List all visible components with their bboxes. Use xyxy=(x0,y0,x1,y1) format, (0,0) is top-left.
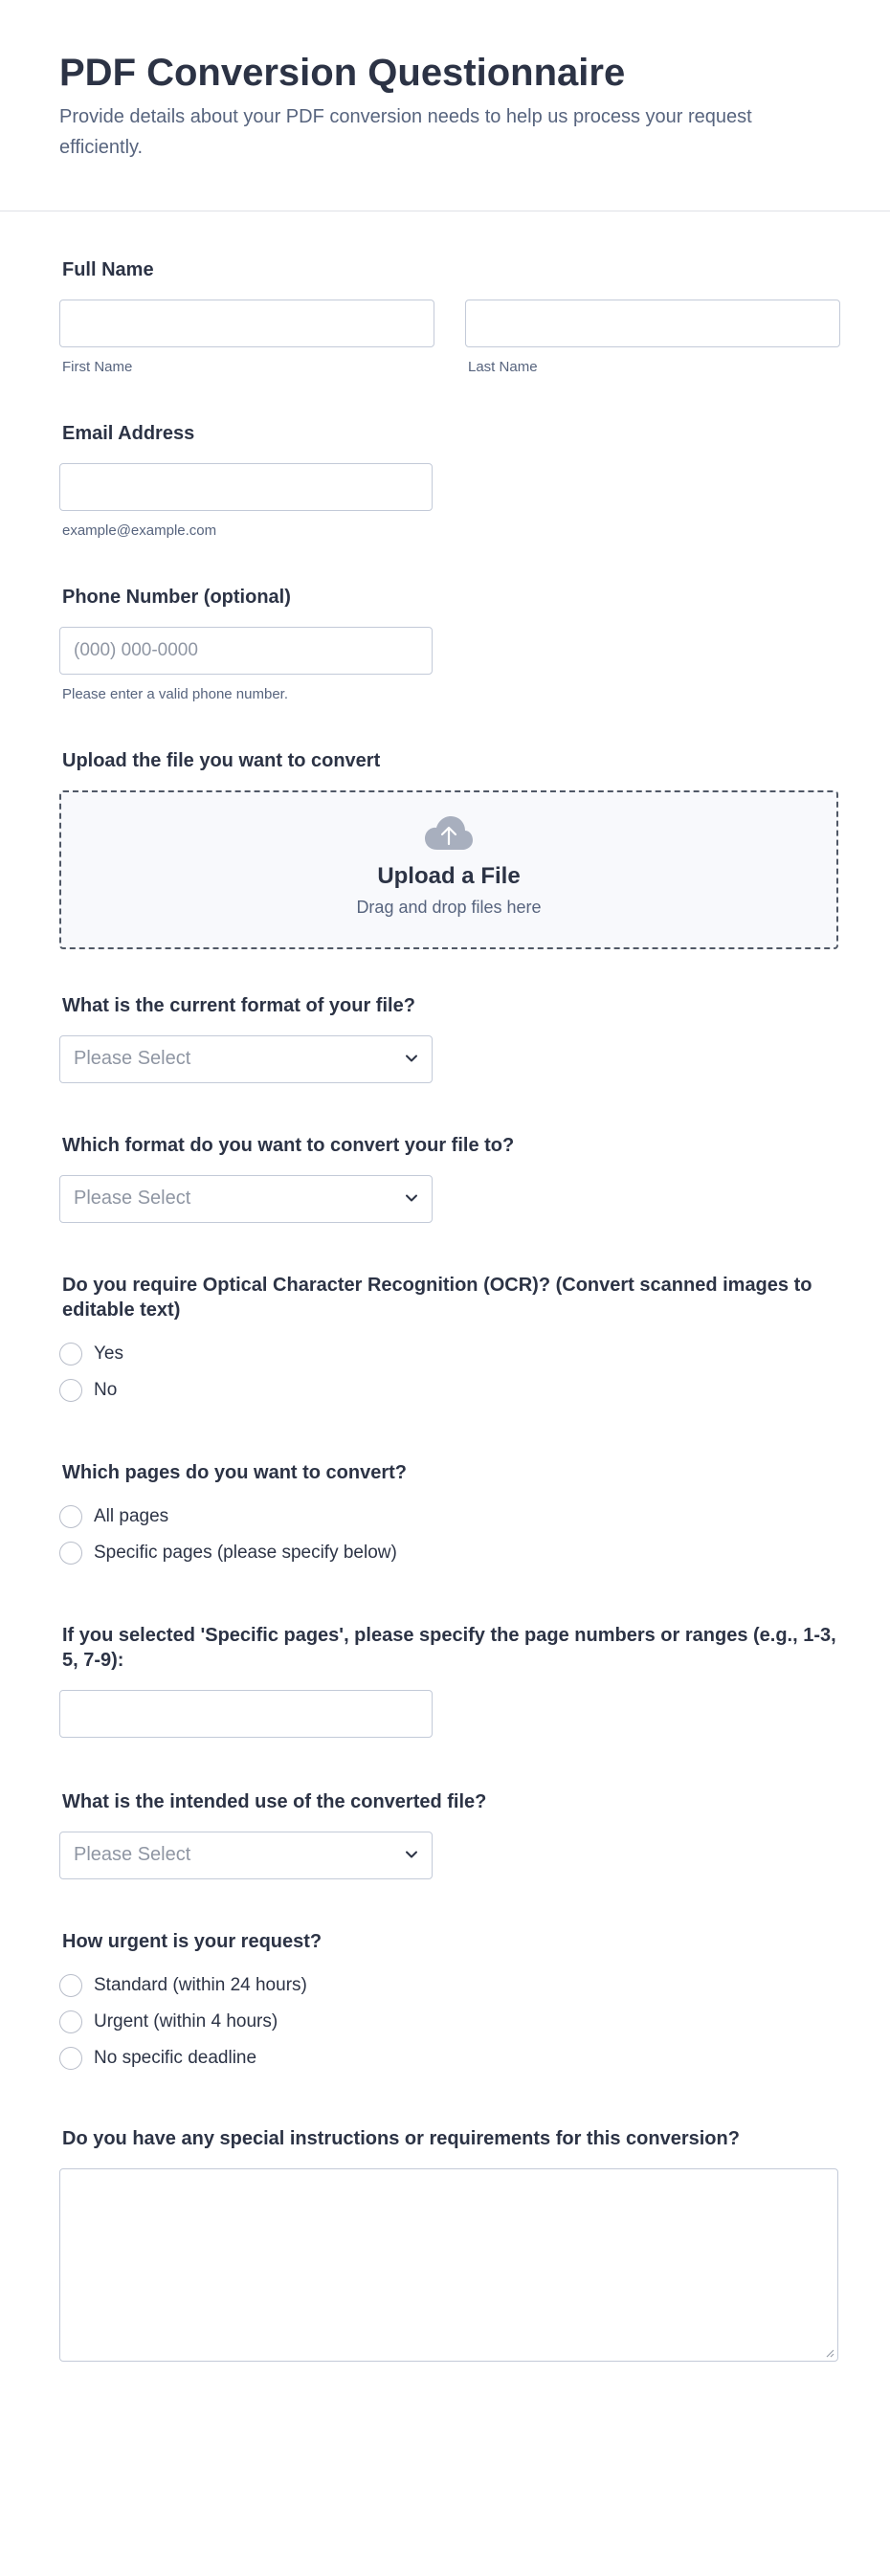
target-format-value: Please Select xyxy=(74,1188,191,1209)
pages-option-specific[interactable] xyxy=(59,1535,838,1571)
target-format-label: Which format do you want to convert your file to? xyxy=(62,1135,515,1156)
last-name-input[interactable] xyxy=(465,300,840,347)
radio-button[interactable] xyxy=(59,1505,82,1528)
radio-button[interactable] xyxy=(59,1542,82,1565)
phone-sublabel: Please enter a valid phone number. xyxy=(62,686,288,702)
form-header xyxy=(0,0,890,211)
current-format-value: Please Select xyxy=(74,1048,191,1069)
radio-label: No specific deadline xyxy=(94,2048,257,2068)
first-name-input[interactable] xyxy=(59,300,434,347)
radio-button[interactable] xyxy=(59,1974,82,1997)
email-field xyxy=(59,421,838,539)
urgency-option-none[interactable] xyxy=(59,2040,838,2076)
page-ranges-label: If you selected 'Specific pages', please specify the page numbers or ranges (e.g., 1-3, 5, 7-9): xyxy=(62,1625,836,1671)
radio-label: No xyxy=(94,1380,118,1400)
urgency-field xyxy=(59,1929,838,2076)
file-dropzone[interactable] xyxy=(59,790,838,949)
ocr-option-yes[interactable] xyxy=(59,1336,838,1372)
radio-button[interactable] xyxy=(59,2047,82,2070)
instructions-label: Do you have any special instructions or requirements for this conversion? xyxy=(62,2128,740,2149)
urgency-radio-group xyxy=(59,1967,838,2076)
phone-input[interactable] xyxy=(59,627,433,675)
ocr-label: Do you require Optical Character Recognition (OCR)? (Convert scanned images to editable text) xyxy=(62,1275,812,1321)
ocr-radio-group xyxy=(59,1336,838,1409)
questionnaire-form xyxy=(0,211,838,2362)
instructions-field xyxy=(59,2126,838,2362)
chevron-down-icon xyxy=(405,1052,418,1065)
upload-field xyxy=(59,748,838,949)
upload-title: Upload a File xyxy=(377,863,521,889)
radio-label: Specific pages (please specify below) xyxy=(94,1543,397,1563)
cloud-upload-icon xyxy=(424,815,474,852)
page-title: PDF Conversion Questionnaire xyxy=(59,52,626,94)
intended-use-select[interactable] xyxy=(59,1832,433,1879)
pages-field xyxy=(59,1460,838,1571)
radio-button[interactable] xyxy=(59,1379,82,1402)
page-ranges-input[interactable] xyxy=(59,1690,433,1738)
radio-button[interactable] xyxy=(59,2010,82,2033)
ocr-option-no[interactable] xyxy=(59,1372,838,1409)
email-label: Email Address xyxy=(62,423,195,444)
full-name-field xyxy=(59,257,838,375)
current-format-field xyxy=(59,993,838,1083)
upload-hint: Drag and drop files here xyxy=(356,898,542,917)
phone-label: Phone Number (optional) xyxy=(62,587,291,608)
pages-option-all[interactable] xyxy=(59,1499,838,1535)
ocr-field xyxy=(59,1273,838,1409)
intended-use-field xyxy=(59,1789,838,1879)
pages-radio-group xyxy=(59,1499,838,1571)
target-format-select[interactable] xyxy=(59,1175,433,1223)
page-ranges-field xyxy=(59,1623,838,1738)
upload-label: Upload the file you want to convert xyxy=(62,750,381,771)
instructions-textarea[interactable] xyxy=(59,2168,838,2362)
intended-use-value: Please Select xyxy=(74,1844,191,1865)
email-input[interactable] xyxy=(59,463,433,511)
intended-use-label: What is the intended use of the converted file? xyxy=(62,1791,487,1812)
radio-label: Urgent (within 4 hours) xyxy=(94,2011,278,2032)
full-name-label: Full Name xyxy=(62,259,154,280)
chevron-down-icon xyxy=(405,1848,418,1861)
radio-label: All pages xyxy=(94,1506,169,1526)
last-name-sublabel: Last Name xyxy=(468,359,538,375)
first-name-sublabel: First Name xyxy=(62,359,133,375)
page-description: Provide details about your PDF conversion needs to help us process your request efficiently. xyxy=(59,106,752,158)
resize-grip-icon[interactable] xyxy=(825,2348,834,2358)
target-format-field xyxy=(59,1133,838,1223)
urgency-option-urgent[interactable] xyxy=(59,2004,838,2040)
radio-label: Yes xyxy=(94,1344,123,1364)
radio-button[interactable] xyxy=(59,1343,82,1366)
current-format-label: What is the current format of your file? xyxy=(62,995,415,1016)
email-sublabel: example@example.com xyxy=(62,522,217,539)
pages-label: Which pages do you want to convert? xyxy=(62,1462,408,1483)
urgency-option-standard[interactable] xyxy=(59,1967,838,2004)
current-format-select[interactable] xyxy=(59,1035,433,1083)
phone-field xyxy=(59,585,838,702)
radio-label: Standard (within 24 hours) xyxy=(94,1975,307,1995)
urgency-label: How urgent is your request? xyxy=(62,1931,323,1952)
chevron-down-icon xyxy=(405,1191,418,1205)
